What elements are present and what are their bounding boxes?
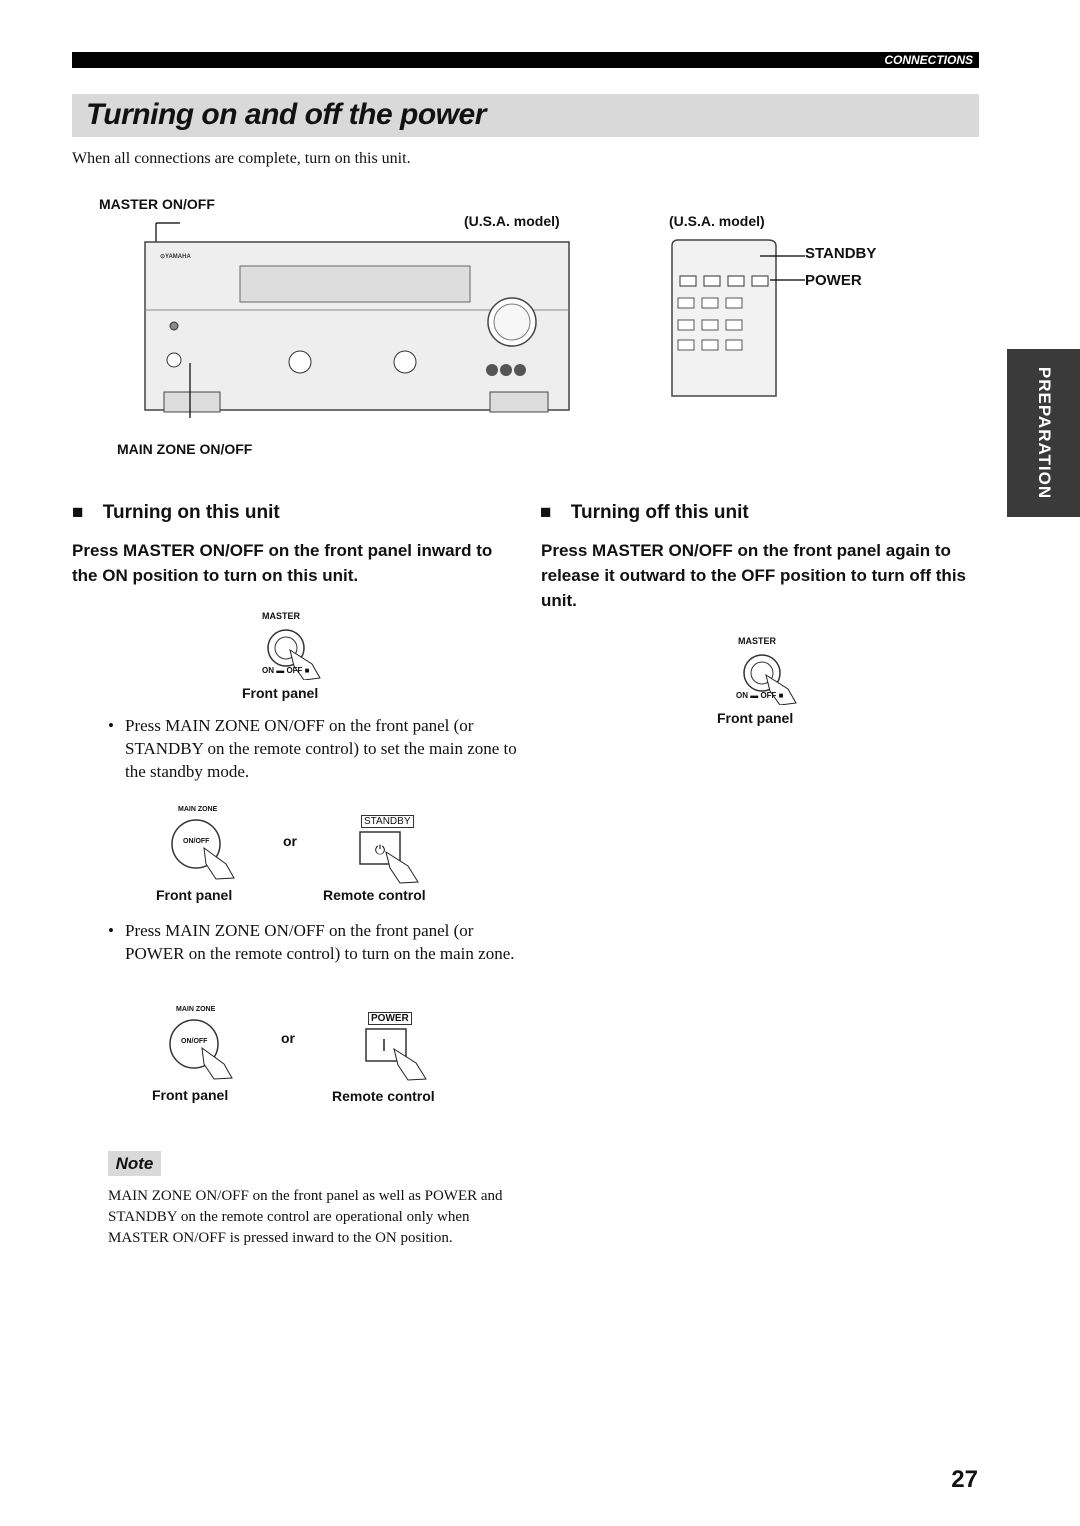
bullet2-caption-left: Front panel <box>152 1087 229 1103</box>
header-bar <box>72 52 979 68</box>
bullet-standby: • Press MAIN ZONE ON/OFF on the front panel (or STANDBY on the remote control) to set the main zone to the standby mode. <box>108 716 517 781</box>
bullet2-caption-right: Remote control <box>332 1088 435 1104</box>
receiver-illustration <box>140 218 580 418</box>
standby-button-fig <box>356 828 426 884</box>
note-text: MAIN ZONE ON/OFF on the front panel as well as POWER and STANDBY on the remote control are operational only when MASTER ON/OFF is pressed inward to the ON position. <box>108 1188 503 1246</box>
main-zone-fig-label-2: MAIN ZONE <box>176 1006 216 1013</box>
main-zone-callout: MAIN ZONE ON/OFF <box>117 441 253 457</box>
power-button-fig <box>362 1025 432 1081</box>
master-callout: MASTER ON/OFF <box>99 196 215 212</box>
side-tab <box>1007 349 1080 517</box>
section-on-heading: ■ Turning on this unit <box>72 502 280 523</box>
bullet1-caption-left: Front panel <box>156 887 233 903</box>
master-fig-caption: Front panel <box>242 685 319 701</box>
side-tab-label: PREPARATION <box>1034 366 1054 500</box>
bullet-power: • Press MAIN ZONE ON/OFF on the front panel (or POWER on the remote control) to turn on the main zone. <box>108 921 515 963</box>
main-zone-fig-label: MAIN ZONE <box>178 806 218 813</box>
main-zone-onoff-label: ON/OFF <box>183 838 210 845</box>
standby-callout: STANDBY <box>805 245 877 262</box>
master-fig-label-off: MASTER <box>738 636 776 646</box>
square-bullet-icon: ■ <box>72 502 84 523</box>
section-off-heading: ■ Turning off this unit <box>540 502 749 523</box>
title-bar <box>72 94 979 137</box>
master-fig-caption-off: Front panel <box>717 710 794 726</box>
svg-text:⊙YAMAHA: ⊙YAMAHA <box>160 254 191 260</box>
page-title: Turning on and off the power <box>86 98 486 131</box>
model-label-receiver: (U.S.A. model) <box>464 213 560 229</box>
master-switch-label-off: ON ▬ OFF ■ <box>736 691 784 700</box>
square-bullet-icon: ■ <box>540 502 552 523</box>
master-switch-label: ON ▬ OFF ■ <box>262 666 310 675</box>
model-label-remote: (U.S.A. model) <box>669 213 765 229</box>
section-off-instruction: Press MASTER ON/OFF on the front panel again to release it outward to the OFF position to turn off this unit. <box>541 541 966 610</box>
bullet1-caption-right: Remote control <box>323 887 426 903</box>
or-label: or <box>283 833 297 849</box>
main-zone-button-fig <box>168 816 238 880</box>
section-on-instruction: Press MASTER ON/OFF on the front panel inward to the ON position to turn on this unit. <box>72 541 493 585</box>
power-callout: POWER <box>805 272 862 289</box>
main-zone-button-fig-2 <box>166 1016 236 1080</box>
intro-text: When all connections are complete, turn on this unit. <box>72 150 411 167</box>
main-zone-onoff-label-2: ON/OFF <box>181 1038 208 1045</box>
svg-text:⏻: ⏻ <box>374 843 386 858</box>
remote-illustration <box>660 236 860 406</box>
standby-button-label: STANDBY <box>361 815 414 828</box>
master-fig-label: MASTER <box>262 611 300 621</box>
or-label-2: or <box>281 1030 295 1046</box>
section-label: CONNECTIONS <box>884 53 973 67</box>
power-button-label: POWER <box>368 1012 412 1025</box>
page-number: 27 <box>951 1466 978 1493</box>
note-label: Note <box>108 1151 161 1176</box>
